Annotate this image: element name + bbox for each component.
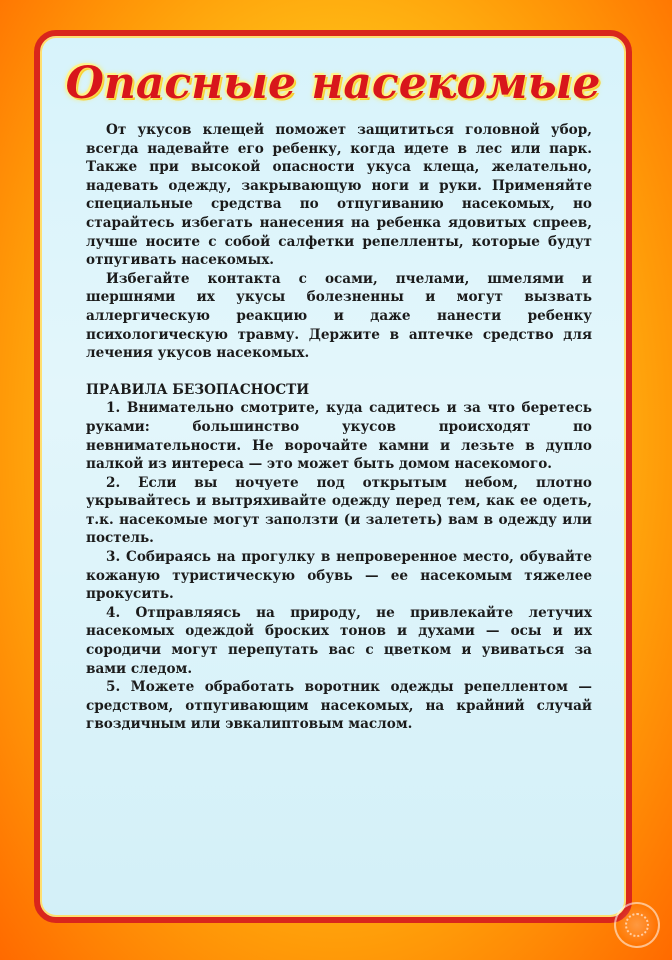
stamp-watermark-icon [614,902,660,948]
poster-title: Опасные насекомые [65,58,601,109]
rule-item-1: 1. Внимательно смотрите, куда садитесь и за что беретесь руками: большинство укусов происходят по невнимательности. Не ворочайте камни и лезьте в дупло палкой из интереса — это может быть домом насекомого. [86,400,592,473]
poster-content [86,121,592,734]
section-gap [86,363,592,381]
rules-heading: ПРАВИЛА БЕЗОПАСНОСТИ [86,381,310,398]
paragraph-wasps: Избегайте контакта с осами, пчелами, шмелями и шершнями их укусы болезненны и могут вызвать аллергическую реакцию и даже нанести ребенку психологическую травму. Держите в аптечке средство для лечения укусов насекомых. [86,270,592,362]
rule-item-3: 3. Собираясь на прогулку в непроверенное место, обувайте кожаную туристическую обувь — ее насекомым тяжелее прокусить. [86,549,592,603]
paragraph-ticks: От укусов клещей поможет защититься головной убор, всегда надевайте его ребенку, когда идете в лес или парк. Также при высокой опасности укуса клеща, желательно, надевать одежду, закрывающую ноги и руки. Применяйте специальные средства по отпугиванию насекомых, но старайтесь избегать нанесения на ребенка ядовитых спреев, лучше носите с собой салфетки репелленты, которые будут отпугивать насекомых. [86,122,592,269]
poster-card [34,30,632,923]
rule-item-2: 2. Если вы ночуете под открытым небом, плотно укрывайтесь и вытряхивайте одежду перед тем, как ее одеть, т.к. насекомые могут заползти (и залететь) вам в одежду или постель. [86,474,592,547]
rule-item-5: 5. Можете обработать воротник одежды репеллентом — средством, отпугивающим насекомых, на крайний случай гвоздичным или эвкалиптовым маслом. [86,679,592,733]
rule-item-4: 4. Отправляясь на природу, не привлекайте летучих насекомых одеждой броских тонов и духами — осы и их сородичи могут перепутать вас с цветком и увиваться за вами следом. [86,604,592,677]
